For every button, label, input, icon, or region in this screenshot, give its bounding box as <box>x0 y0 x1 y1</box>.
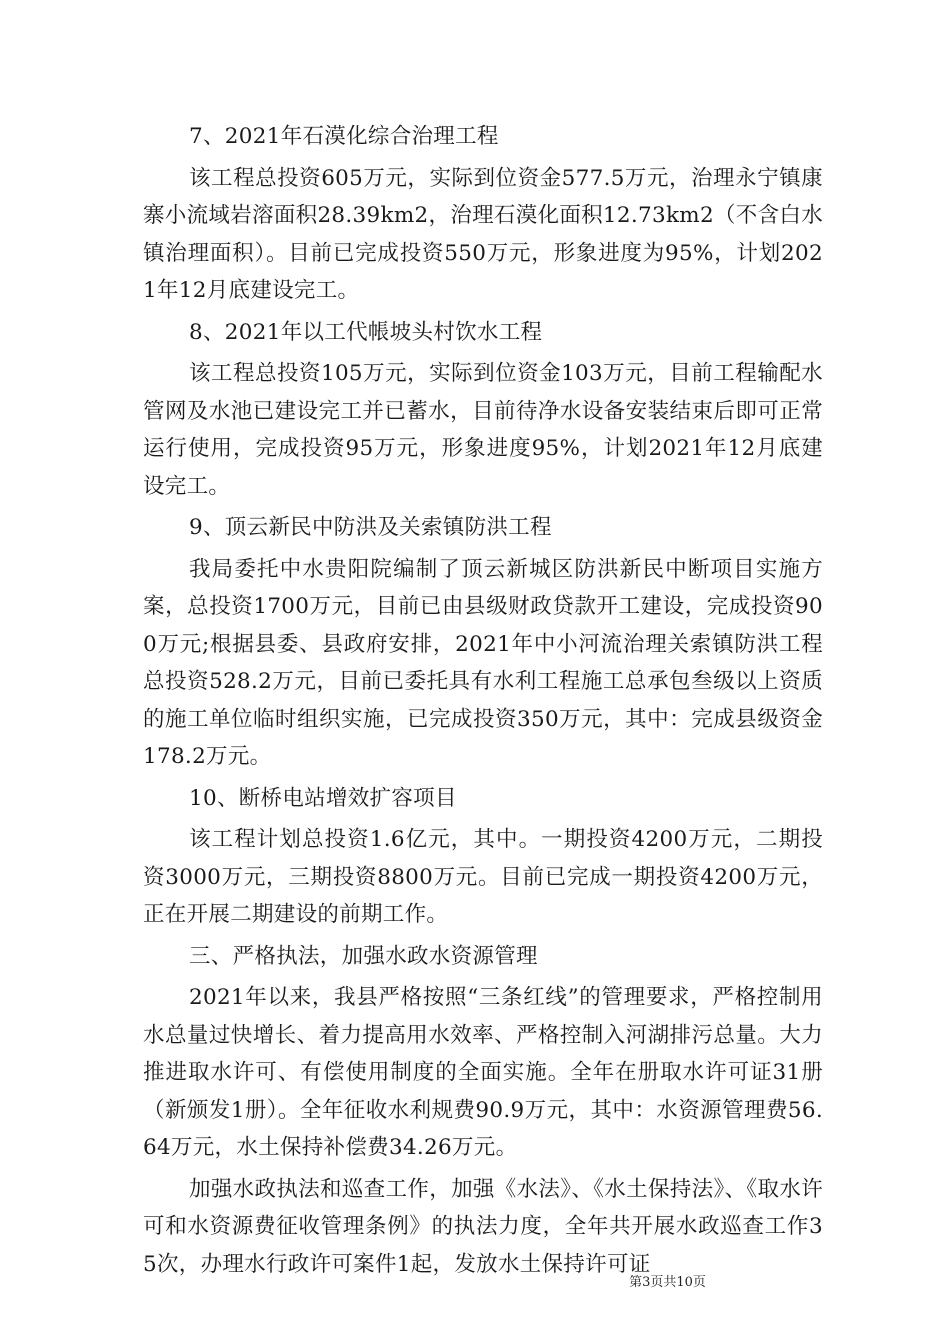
section-3-paragraph-2: 加强水政执法和巡查工作，加强《水法》、《水土保持法》、《取水许可和水资源费征收管理条例》的执法力度，全年共开展水政巡查工作35次，办理水行政许可案件1起，发放水土保持许可证 <box>143 1176 823 1277</box>
document-body <box>143 118 823 1283</box>
section-heading-8: 8、2021年以工代帳坡头村饮水工程 <box>189 319 543 345</box>
section-heading-7: 7、2021年石漠化综合治理工程 <box>189 124 499 149</box>
section-3-paragraph-1: 2021年以来，我县严格按照“三条红线”的管理要求，严格控制用水总量过快增长、着力提高用水效率、严格控制入河湖排污总量。大力推进取水许可、有偿使用制度的全面实施。全年在册取水许可证31册（新颁发1册）。全年征收水利规费90.9万元，其中：水资源管理费56.64万元，水土保持补偿费34.26万元。 <box>143 985 823 1160</box>
section-heading-3: 三、严格执法，加强水政水资源管理 <box>189 943 538 969</box>
page-footer <box>0 1275 950 1291</box>
section-7-paragraph: 该工程总投资605万元，实际到位资金577.5万元，治理永宁镇康寨小流域岩溶面积28.39km2，治理石漠化面积12.73km2（不含白水镇治理面积）。目前已完成投资550万元，形象进度为95%，计划2021年12月底建设完工。 <box>143 165 823 303</box>
page-number: 第3页共10页 <box>629 1275 706 1290</box>
section-9-paragraph: 我局委托中水贵阳院编制了顶云新城区防洪新民中断项目实施方案，总投资1700万元，目前已由县级财政贷款开工建设，完成投资900万元;根据县委、县政府安排，2021年中小河流治理关索镇防洪工程总投资528.2万元，目前已委托具有水利工程施工总承包叁级以上资质的施工单位临时组织实施，已完成投资350万元，其中：完成县级资金178.2万元。 <box>143 556 823 769</box>
section-8-paragraph: 该工程总投资105万元，实际到位资金103万元，目前工程输配水管网及水池已建设完工并已蓄水，目前待净水设备安装结束后即可正常运行使用，完成投资95万元，形象进度95%，计划2021年12月底建设完工。 <box>143 361 823 499</box>
section-heading-10: 10、断桥电站增效扩容项目 <box>189 785 457 811</box>
section-heading-9: 9、顶云新民中防洪及关索镇防洪工程 <box>189 515 552 540</box>
section-10-paragraph: 该工程计划总投资1.6亿元，其中。一期投资4200万元，二期投资3000万元，三期投资8800万元。目前已完成一期投资4200万元，正在开展二期建设的前期工作。 <box>143 827 823 927</box>
